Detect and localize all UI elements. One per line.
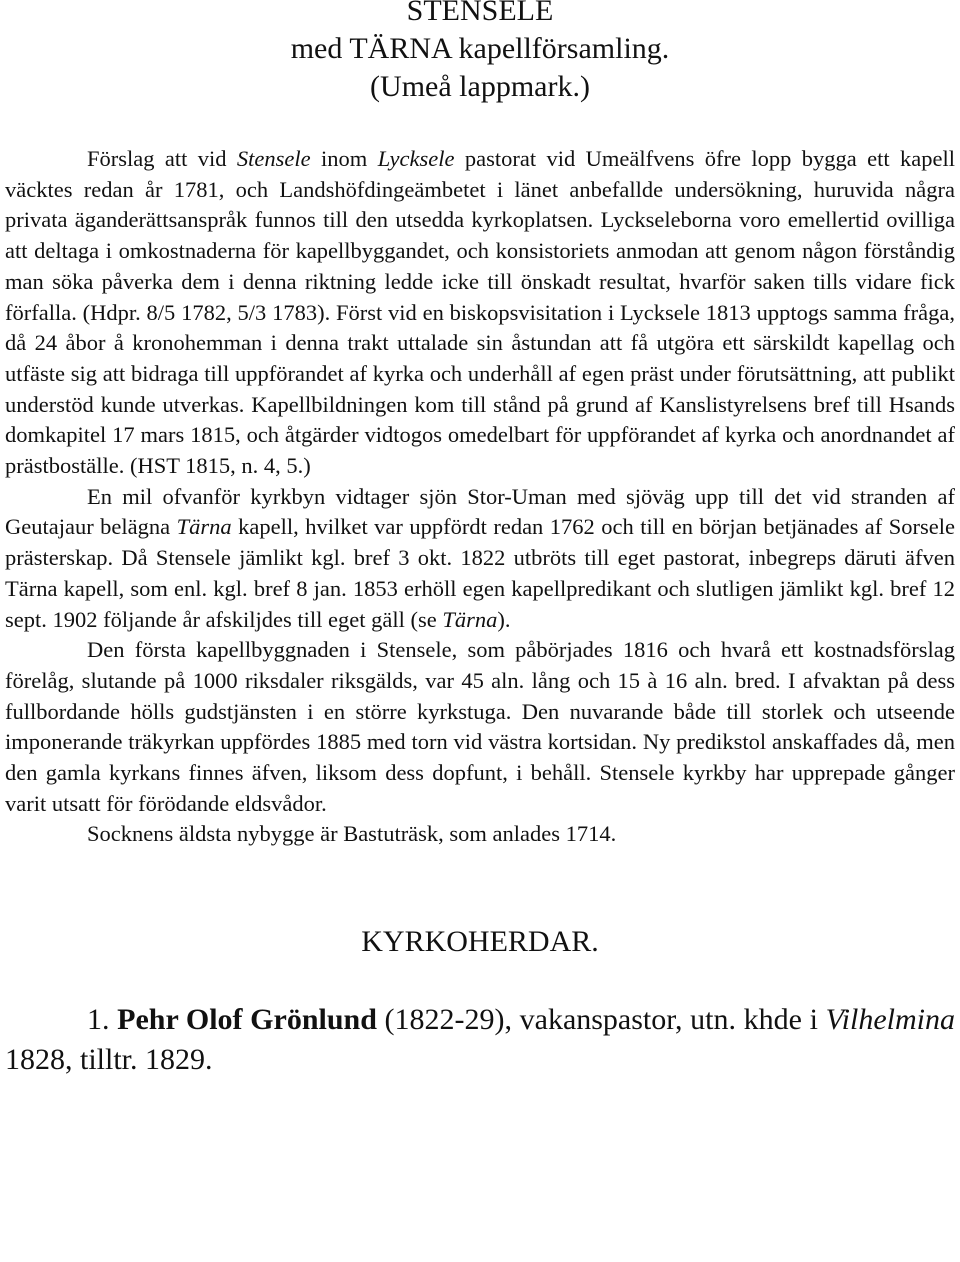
- vicar-entry: [5, 1000, 955, 1080]
- place-name: Lycksele: [377, 146, 455, 171]
- region-note: (Umeå lappmark.): [370, 70, 590, 103]
- paragraph-history: [5, 144, 955, 482]
- place-name: Stensele: [236, 146, 311, 171]
- entry-text: [5, 1000, 955, 1080]
- text-run: 1828, tilltr. 1829.: [5, 1043, 213, 1077]
- entry-number: 1.: [87, 1003, 110, 1037]
- document-page: [5, 0, 955, 1080]
- page-subtitle: med TÄRNA kapellförsamling.: [290, 32, 670, 65]
- paragraph-tarna: [5, 482, 955, 636]
- vicar-name: Pehr Olof Grönlund: [117, 1003, 377, 1037]
- section-heading: KYRKOHERDAR.: [361, 925, 599, 959]
- page-title: STENSELE: [406, 0, 554, 27]
- text-run: (1822-29), vakanspastor, utn. khde i: [376, 1003, 826, 1037]
- body-text: [5, 144, 955, 850]
- paragraph-church-building: Den första kapellbyggnaden i Stensele, som påbörjades 1816 och hvarå ett kostnadsförslag förelåg, slutande på 1000 riksdaler riksgälds, var 45 aln. lång och 15 à 16 aln. bred. I afvaktan på dess fullbordande hölls gudstjänsten i en större kyrkstuga. Den nuvarande både till storlek och utseende imponerande träkyrkan uppfördes 1885 med torn vid västra kortsidan. Ny predikstol anskaffades då, men den gamla kyrkans finnes äfven, liksom dess dopfunt, i behåll. Stensele kyrkby har upprepade gånger varit utsatt för förödande eldsvådor.: [5, 637, 955, 816]
- text-run: En mil ofvanför kyrkbyn vidtager sjön Stor-Uman med sjöväg upp till det vid stranden af Geutajaur belägna: [5, 483, 955, 540]
- text-run: kapell, hvilket var uppfördt redan 1762 och till en början betjänades af Sorsele prästerskap. Då Stensele jämlikt kgl. bref 3 okt. 1822 utbröts till eget pastorat, inbegreps däruti äfven Tärna kapell, som enl. kgl. bref 8 jan. 1853 erhöll egen kapellpredikant och slutligen jämlikt kgl. bref 12 sept. 1902 följande år afskiljdes till eget gäll (se: [5, 514, 955, 632]
- text-run: inom: [310, 146, 378, 171]
- place-name: Tärna: [442, 606, 498, 632]
- title-block: [5, 0, 955, 106]
- place-name: Vilhelmina: [825, 1003, 955, 1037]
- text-run: pastorat vid Umeälfvens öfre lopp bygga ett kapell väcktes redan år 1781, och Landshöfdingeämbetet i länet anbefallde undersökning, huruvida några privata äganderättsanspråk funnos till den utsedda kyrkoplatsen. Lyckseleborna voro emellertid ovilliga att deltaga i omkostnaderna för kapellbyggandet, och konsistoriets anmodan att genom någon förståndig man söka påverka dem i denna riktning ledde icke till önskadt resultat, hvarför saken tills vidare fick förfalla. (Hdpr. 8/5 1782, 5/3 1783). Först vid en biskopsvisitation i Lycksele 1813 upptogs samma fråga, då 24 åbor å kronohemman i denna trakt uttalade sin åstundan att få utgöra ett särskildt kapellag och utfäste sig att bidraga till uppförandet af kyrka och underhåll af egen präst under förutsättning, att publikt understöd kunde utverkas. Kapellbildningen kom till stånd på grund af Kanslistyrelsens bref till Hsands domkapitel 17 mars 1815, och åtgärder vidtogos omedelbart för uppförandet af kyrka och anordnandet af prästboställe. (HST 1815, n. 4, 5.): [5, 146, 955, 479]
- text-run: Förslag att vid: [87, 146, 237, 171]
- text-run: ).: [497, 606, 511, 632]
- place-name: Tärna: [176, 514, 232, 540]
- paragraph-oldest-settlement: Socknens äldsta nybygge är Bastuträsk, som anlades 1714.: [87, 821, 617, 847]
